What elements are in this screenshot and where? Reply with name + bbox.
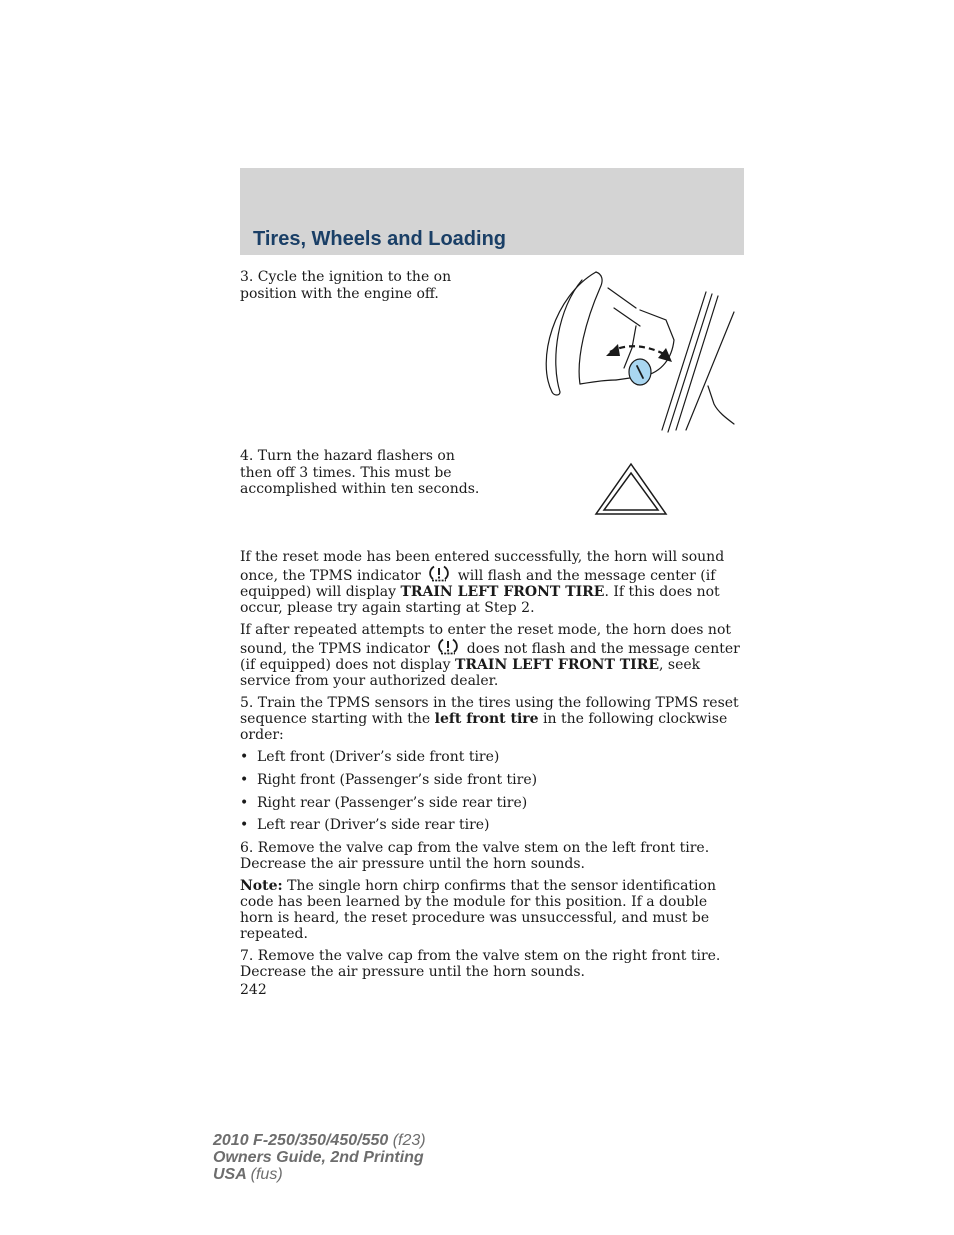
footer-model-line: 2010 F-250/350/450/550 (f23) (213, 1132, 426, 1149)
footer-guide-line: Owners Guide, 2nd Printing (213, 1149, 424, 1166)
step-5-paragraph: 5. Train the TPMS sensors in the tires using the following TPMS reset sequence starting with the left front tire in the following clockwise order: (240, 695, 739, 743)
reset-success-paragraph: If the reset mode has been entered successfully, the horn will sound once, the TPMS indicator will flash and the message center (if equipped) will display TRAIN LEFT FRONT TIRE. If this does not occur, please try again starting at Step 2. (240, 549, 725, 616)
footer (213, 1132, 426, 1183)
tire-order-list (240, 749, 744, 833)
step-7-paragraph: 7. Remove the valve cap from the valve stem on the right front tire. Decrease the air pressure until the horn sounds. (240, 948, 721, 981)
list-item: • Right front (Passenger’s side front tire) (240, 771, 538, 788)
list-item: • Right rear (Passenger’s side rear tire) (240, 794, 528, 811)
step-4-text: 4. Turn the hazard flashers on then off 3 times. This must be accomplished within ten seconds. (240, 448, 480, 497)
list-item: • Left front (Driver’s side front tire) (240, 749, 500, 765)
instructions-body (240, 549, 744, 998)
note-label: Note: (240, 878, 283, 895)
section-header-band (240, 168, 744, 255)
hazard-warning-triangle-icon (594, 462, 668, 516)
reset-failure-paragraph: If after repeated attempts to enter the reset mode, the horn does not sound, the TPMS indicator does not flash and the message center (if equipped) does not display TRAIN LEFT FRONT TIRE, seek service from your authorized dealer. (240, 622, 740, 689)
tpms-warning-icon (437, 638, 459, 655)
train-left-front-tire-message: TRAIN LEFT FRONT TIRE (400, 584, 605, 600)
page-number: 242 (240, 982, 267, 999)
step-6-paragraph: 6. Remove the valve cap from the valve stem on the left front tire. Decrease the air pressure until the horn sounds. (240, 840, 710, 873)
note-paragraph: Note: The single horn chirp confirms that the sensor identification code has been learned by the module for this position. If a double horn is heard, the reset procedure was unsuccessful, and must be repeated. (240, 878, 716, 943)
list-item: • Left rear (Driver’s side rear tire) (240, 817, 490, 834)
ignition-key-illustration (536, 268, 736, 434)
train-left-front-tire-message: TRAIN LEFT FRONT TIRE (455, 657, 660, 673)
step-3-text: 3. Cycle the ignition to the on position with the engine off. (240, 269, 452, 302)
footer-market-line: USA (fus) (213, 1166, 283, 1183)
section-title: Tires, Wheels and Loading (253, 228, 507, 250)
tpms-warning-icon (428, 565, 450, 582)
